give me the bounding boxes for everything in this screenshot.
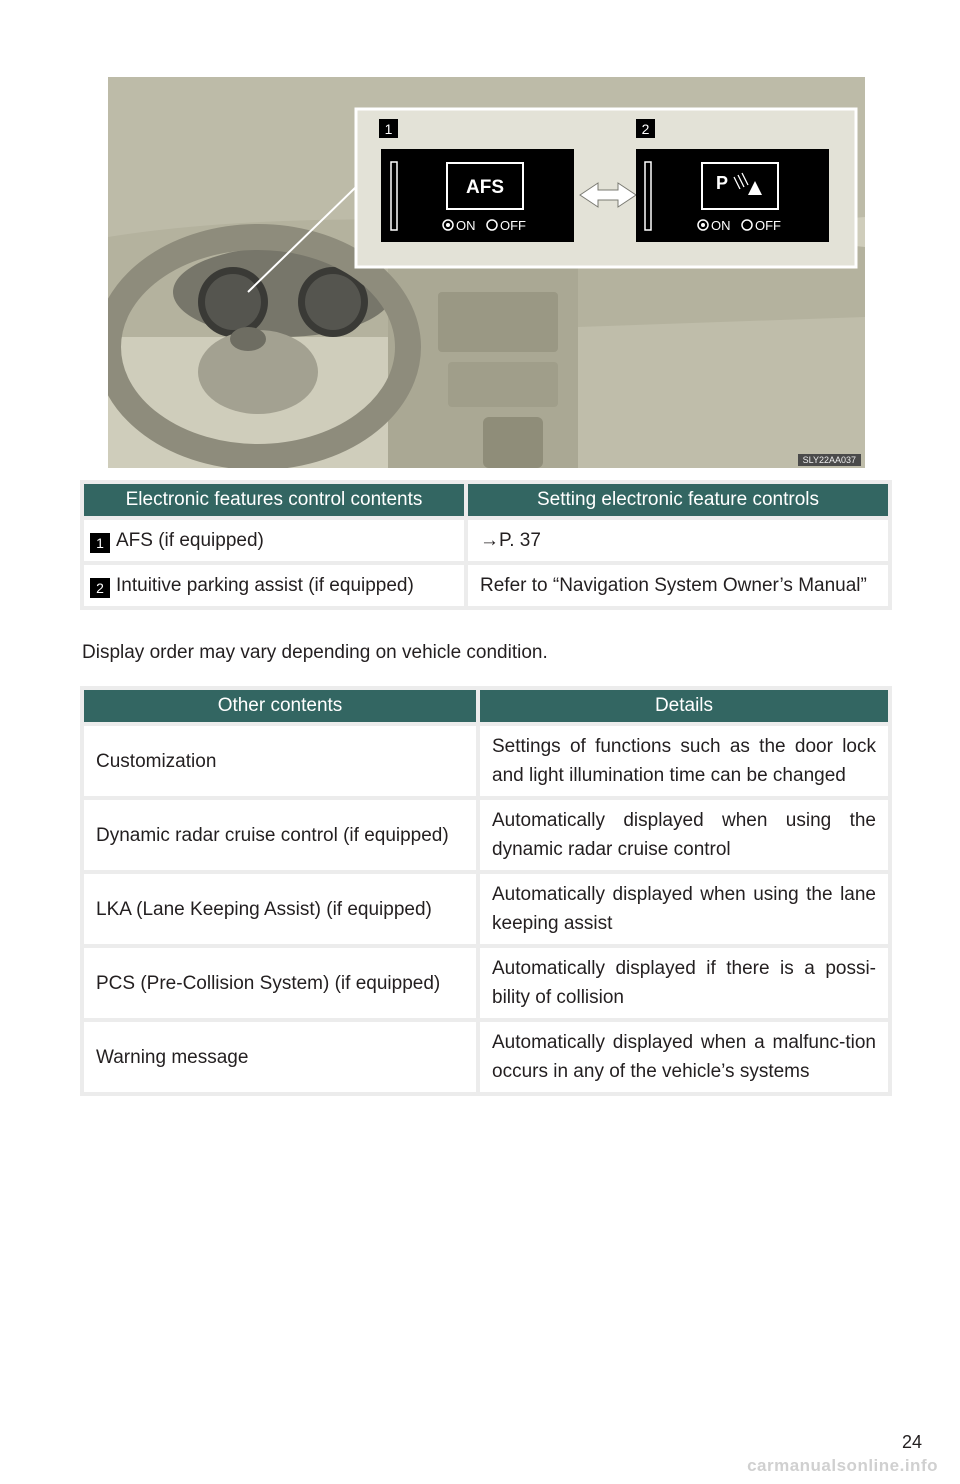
figure-code: SLY22AA037 (798, 454, 861, 466)
content-details: Automatically displayed when using the lane keeping assist (480, 874, 888, 944)
content-name: LKA (Lane Keeping Assist) (if equipped) (84, 874, 476, 944)
table-row (84, 1022, 888, 1092)
content-name: Customization (84, 726, 476, 796)
feature-name: AFS (if equipped) (116, 530, 264, 551)
feature-setting: →P. 37 (468, 520, 888, 561)
panel2-label: P (715, 173, 729, 193)
content-name: Warning message (84, 1022, 476, 1092)
panel1-off: OFF (500, 218, 526, 233)
item-number: 2 (90, 578, 110, 598)
electronic-features-table (80, 480, 892, 610)
content-details: Automatically displayed when using the dynamic radar cruise control (480, 800, 888, 870)
watermark: carmanualsonline.info (747, 1456, 938, 1475)
table-row (84, 800, 888, 870)
table2-header-contents: Other contents (84, 690, 476, 722)
feature-name: Intuitive parking assist (if equipped) (116, 575, 414, 596)
table-row (84, 726, 888, 796)
content-name: Dynamic radar cruise control (if equipped) (84, 800, 476, 870)
other-contents-table (80, 686, 892, 1096)
table2-header-details: Details (480, 690, 888, 722)
table1-header-contents: Electronic features control contents (84, 484, 464, 516)
display-order-note: Display order may vary depending on vehicle condition. (82, 642, 548, 663)
panel2-on: ON (711, 218, 731, 233)
item-number: 1 (90, 533, 110, 553)
content-name: PCS (Pre-Collision System) (if equipped) (84, 948, 476, 1018)
table1-header-settings: Setting electronic feature controls (468, 484, 888, 516)
table-cell (84, 520, 464, 561)
content-details: Automatically displayed if there is a possi-bility of collision (480, 948, 888, 1018)
table-cell (84, 565, 464, 606)
panel1-label: AFS (466, 177, 504, 198)
panel1-on: ON (456, 218, 476, 233)
table-row (84, 565, 888, 606)
panel1-num: 1 (384, 121, 393, 137)
page-number: 24 (901, 1432, 922, 1452)
table-row (84, 520, 888, 561)
dashboard-illustration (108, 77, 865, 468)
content-details: Automatically displayed when a malfunc-tion occurs in any of the vehicle’s systems (480, 1022, 888, 1092)
content-details: Settings of functions such as the door lock and light illumination time can be changed (480, 726, 888, 796)
table-row (84, 874, 888, 944)
table-row (84, 948, 888, 1018)
panel2-num: 2 (641, 121, 650, 137)
feature-setting: Refer to “Navigation System Owner’s Manual” (468, 565, 888, 606)
panel2-off: OFF (755, 218, 781, 233)
